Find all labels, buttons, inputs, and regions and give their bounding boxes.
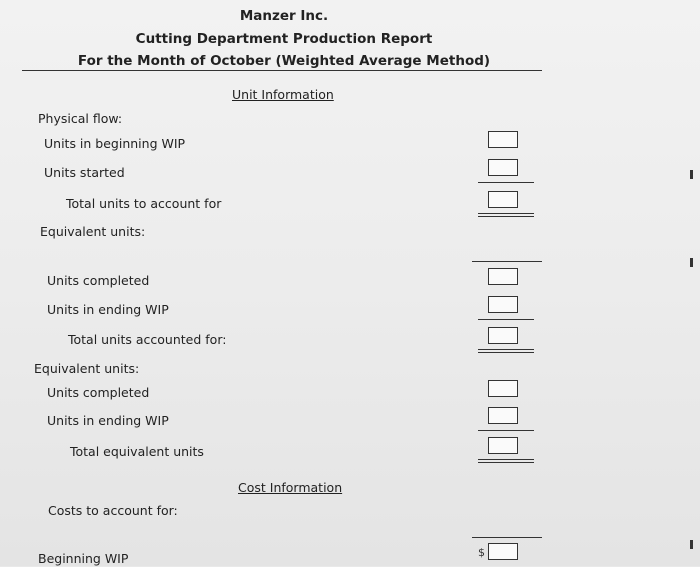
units-ending-wip-input[interactable] [488,296,518,313]
edge-mark [690,170,693,179]
top-rule-cost [472,537,542,538]
currency-symbol: $ [478,546,485,559]
edge-mark [690,258,693,267]
eq-units-ending-wip-label: Units in ending WIP [47,413,169,428]
report-period: For the Month of October (Weighted Average Method) [77,53,491,69]
header-rule [22,70,542,71]
units-beginning-wip-input[interactable] [488,131,518,148]
physical-flow-label: Physical flow: [38,111,123,126]
subtotal-rule-3 [478,430,534,431]
units-completed-label: Units completed [47,273,150,288]
double-rule-1a [478,213,534,214]
units-started-label: Units started [44,165,125,180]
report-title: Cutting Department Production Report [135,31,433,47]
equivalent-units-label-2: Equivalent units: [34,361,140,376]
eq-units-completed-input[interactable] [488,380,518,397]
units-ending-wip-label: Units in ending WIP [47,302,169,317]
beginning-wip-cost-input[interactable] [488,543,518,560]
top-rule-2 [472,261,542,262]
double-rule-3b [478,462,534,463]
double-rule-3a [478,459,534,460]
unit-information-heading: Unit Information [232,87,334,102]
total-equivalent-units-input[interactable] [488,437,518,454]
subtotal-rule-1 [478,182,534,183]
costs-to-account-label: Costs to account for: [48,503,178,518]
total-equivalent-units-label: Total equivalent units [70,444,204,459]
subtotal-rule-2 [478,319,534,320]
double-rule-1b [478,216,534,217]
double-rule-2b [478,352,534,353]
equivalent-units-label-1: Equivalent units: [40,224,146,239]
units-started-input[interactable] [488,159,518,176]
units-beginning-wip-label: Units in beginning WIP [44,136,186,151]
cost-information-heading: Cost Information [238,480,343,495]
eq-units-completed-label: Units completed [47,385,150,400]
eq-units-ending-wip-input[interactable] [488,407,518,424]
total-units-to-account-label: Total units to account for [66,196,222,211]
edge-mark [690,540,693,549]
beginning-wip-cost-label: Beginning WIP [38,551,129,566]
company-name: Manzer Inc. [239,8,329,24]
total-units-to-account-input[interactable] [488,191,518,208]
total-units-accounted-label: Total units accounted for: [68,332,227,347]
total-units-accounted-input[interactable] [488,327,518,344]
units-completed-input[interactable] [488,268,518,285]
double-rule-2a [478,349,534,350]
